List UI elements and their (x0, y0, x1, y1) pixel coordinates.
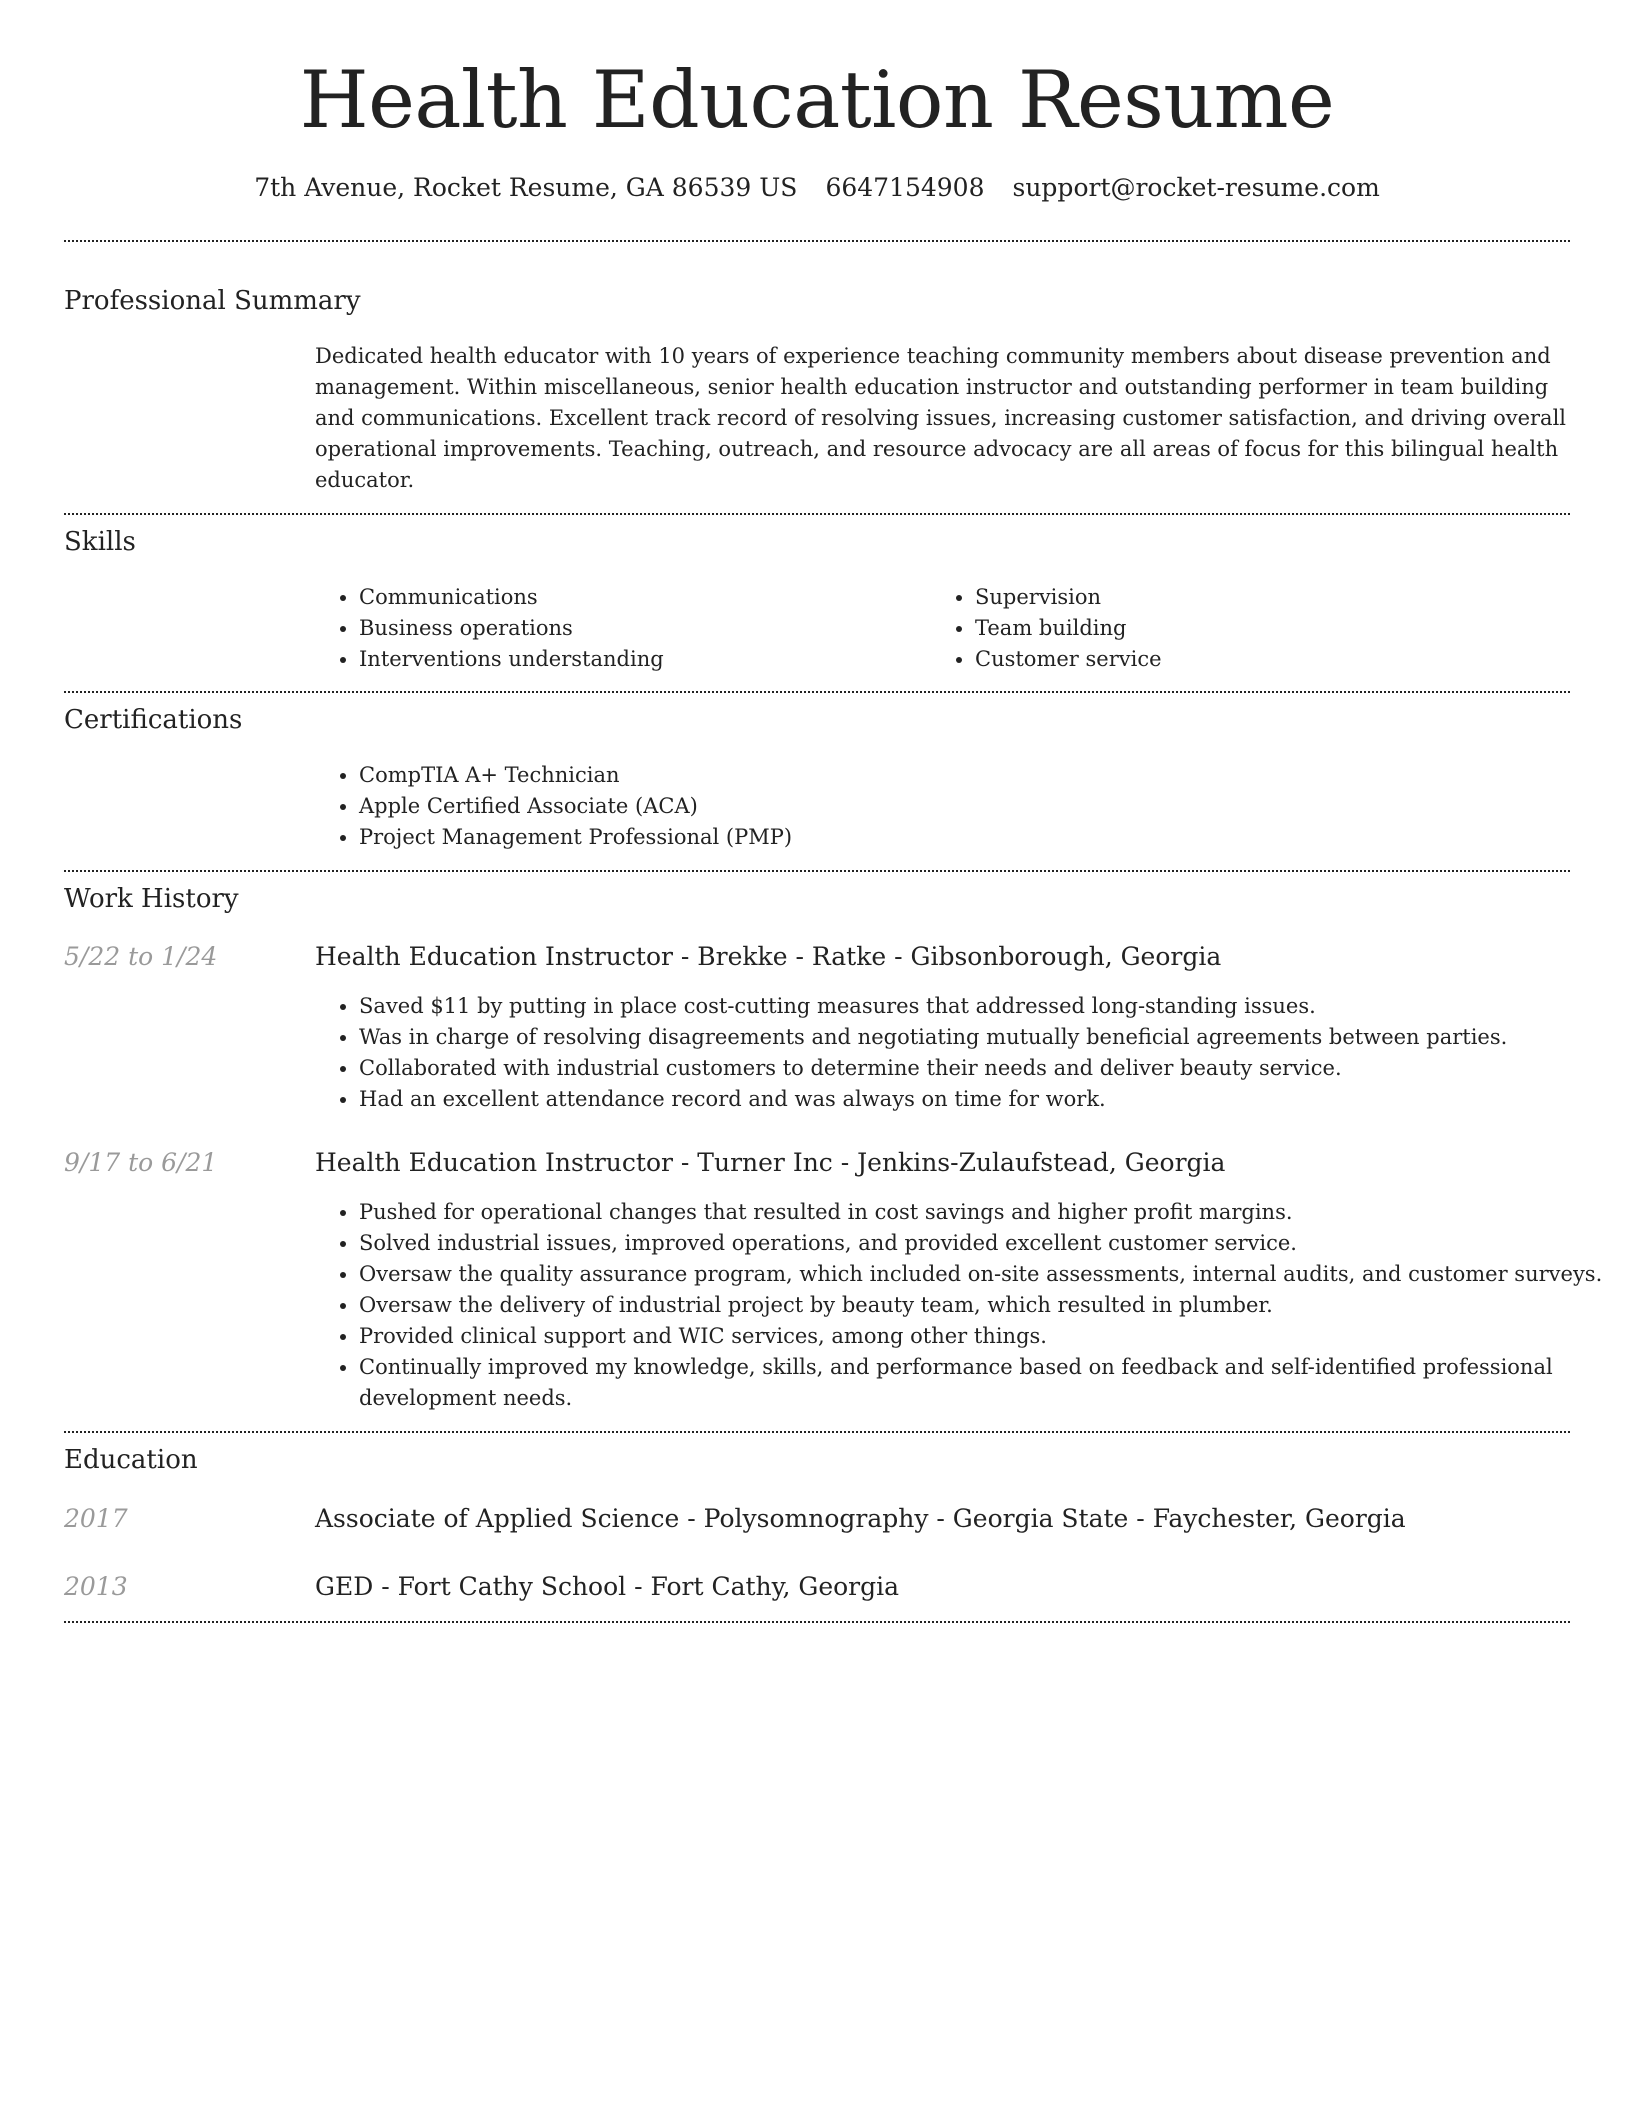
job-bullet: • Collaborated with industrial customers to determine their needs and deliver beauty service. (359, 1053, 1507, 1084)
skill-item: • Interventions understanding (359, 644, 664, 675)
divider (64, 1621, 1570, 1623)
job-title: Health Education Instructor (315, 942, 673, 971)
job-heading (315, 940, 1221, 974)
job-bullet: • Pushed for operational changes that resulted in cost savings and higher profit margins. (359, 1197, 1570, 1228)
education-degree: GED (315, 1572, 374, 1601)
job-details: - Turner Inc - Jenkins-Zulaufstead, Georgia (672, 1148, 1226, 1177)
divider (64, 513, 1570, 515)
certifications-list (315, 760, 792, 853)
job-bullet: • Had an excellent attendance record and was always on time for work. (359, 1084, 1507, 1115)
contact-address: 7th Avenue, Rocket Resume, GA 86539 US (254, 173, 798, 202)
contact-phone: 6647154908 (825, 173, 985, 202)
education-year: 2017 (64, 1504, 128, 1533)
certification-item: • Project Management Professional (PMP) (359, 822, 792, 853)
job-details: - Brekke - Ratke - Gibsonborough, Georgia (672, 942, 1222, 971)
skill-item: • Business operations (359, 613, 664, 644)
skill-item: • Team building (975, 613, 1162, 644)
job-title: Health Education Instructor (315, 1148, 673, 1177)
divider (64, 1431, 1570, 1433)
job-bullet: • Solved industrial issues, improved operations, and provided excellent customer service. (359, 1228, 1570, 1259)
education-details: - Fort Cathy School - Fort Cathy, Georgia (373, 1572, 900, 1601)
job-bullet: • Saved $11 by putting in place cost-cutting measures that addressed long-standing issues. (359, 991, 1507, 1022)
education-degree: Associate of Applied Science - Polysomnography (315, 1504, 929, 1533)
skill-item: • Customer service (975, 644, 1162, 675)
education-details: - Georgia State - Faychester, Georgia (928, 1504, 1406, 1533)
summary-text: Dedicated health educator with 10 years of experience teaching community members about disease prevention and management. Within miscellaneous, senior health education instructor and outstanding performer in team building and communications. Excellent track record of resolving issues, increasing customer satisfaction, and driving overall operational improvements. Teaching, outreach, and resource advocacy are all areas of focus for this bilingual health educator. (315, 344, 1566, 492)
skill-item: • Supervision (975, 582, 1162, 613)
education-heading (315, 1502, 1406, 1536)
job-bullets (315, 991, 1507, 1115)
divider (64, 691, 1570, 693)
job-bullet: • Oversaw the quality assurance program, which included on-site assessments, internal audits, and customer surveys. (359, 1259, 1570, 1290)
certification-item: • Apple Certified Associate (ACA) (359, 791, 792, 822)
section-heading-education: Education (64, 1445, 198, 1475)
contact-email[interactable]: support@rocket-resume.com (1012, 173, 1380, 202)
job-bullet: • Continually improved my knowledge, skills, and performance based on feedback and self-identified professional development needs. (359, 1352, 1570, 1414)
skill-item: • Communications (359, 582, 664, 613)
divider (64, 870, 1570, 872)
section-heading-certifications: Certifications (64, 705, 243, 735)
job-bullet: • Was in charge of resolving disagreements and negotiating mutually beneficial agreements between parties. (359, 1022, 1507, 1053)
job-heading (315, 1146, 1225, 1180)
section-heading-summary: Professional Summary (64, 286, 361, 316)
skills-list-right (931, 582, 1162, 675)
education-heading (315, 1570, 899, 1604)
education-year: 2013 (64, 1572, 128, 1601)
job-bullet: • Oversaw the delivery of industrial project by beauty team, which resulted in plumber. (359, 1290, 1570, 1321)
job-dates: 5/22 to 1/24 (64, 942, 218, 971)
certification-item: • CompTIA A+ Technician (359, 760, 792, 791)
section-heading-skills: Skills (64, 527, 136, 557)
resume-title: Health Education Resume (299, 54, 1335, 146)
job-bullet: • Provided clinical support and WIC services, among other things. (359, 1321, 1570, 1352)
job-bullets (315, 1197, 1603, 1414)
skills-list-left (315, 582, 664, 675)
job-dates: 9/17 to 6/21 (64, 1148, 218, 1177)
contact-line (64, 170, 1570, 206)
section-heading-work-history: Work History (64, 884, 239, 914)
divider (64, 240, 1570, 242)
